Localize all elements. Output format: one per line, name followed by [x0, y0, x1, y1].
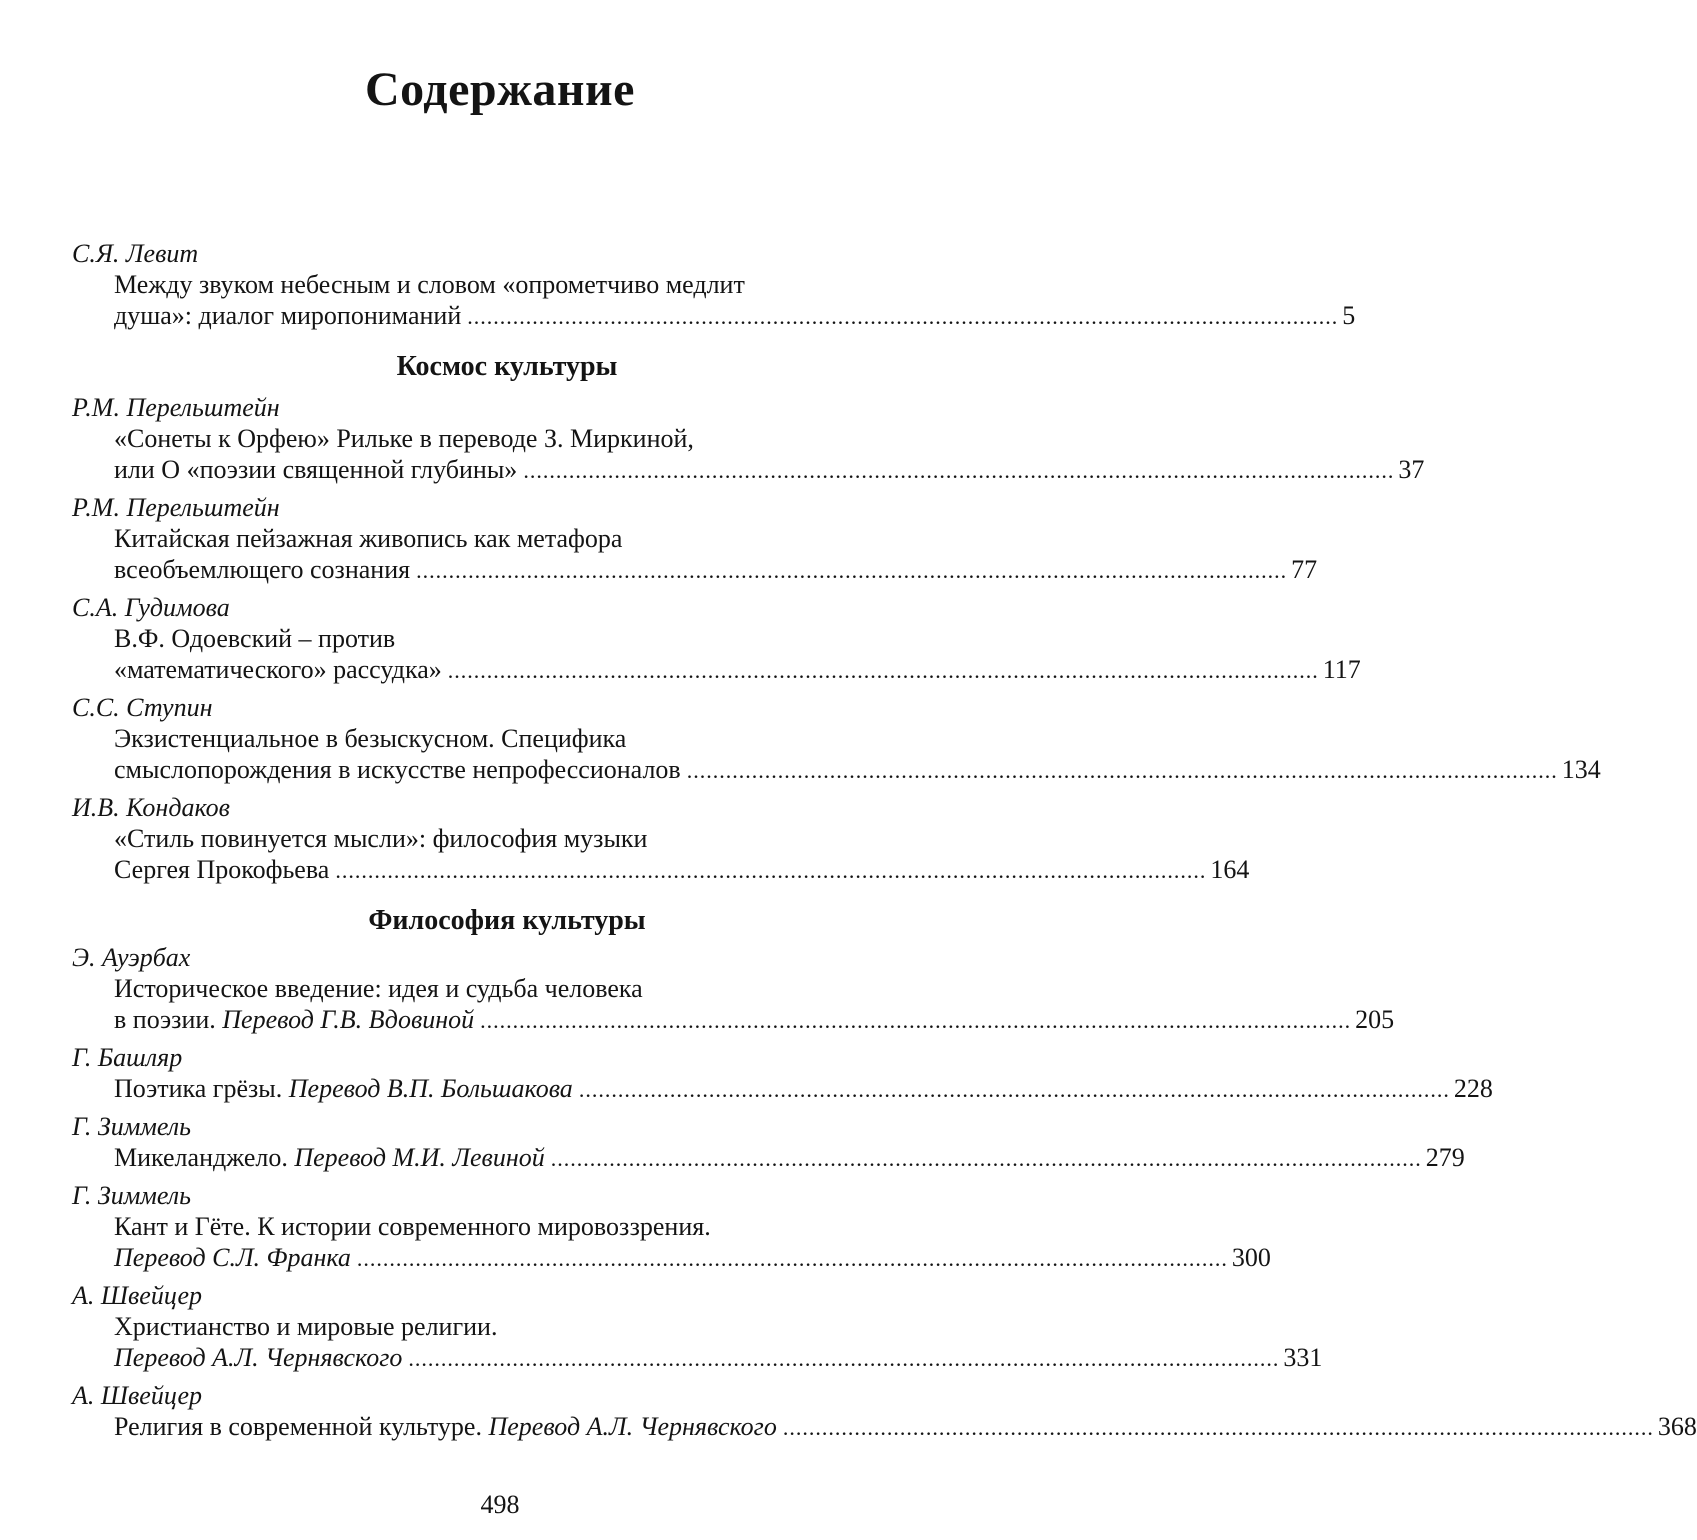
entry-author: С.А. Гудимова: [72, 593, 230, 622]
entry-title-line: или О «поэзии священной глубины»: [114, 455, 518, 484]
entry-author: Г. Зиммель: [72, 1181, 191, 1210]
entry-title-text: Религия в современной культуре.: [114, 1412, 482, 1441]
entry-title-text: Поэтика грёзы.: [114, 1074, 283, 1103]
entry-author: Р.М. Перельштейн: [72, 393, 280, 422]
entry-title-last-line: [72, 1242, 1271, 1274]
leader-dots: ......................................................................................................................................: [416, 558, 1288, 583]
entry-page-number: 37: [1398, 455, 1425, 484]
entry-translator: Перевод С.Л. Франка: [114, 1243, 351, 1272]
leader-dots: ......................................................................................................................................: [578, 1077, 1450, 1102]
entry-title-line: Историческое введение: идея и судьба человека: [114, 974, 643, 1003]
entry-title-line: В.Ф. Одоевский – против: [114, 624, 396, 653]
entry-page-number: 117: [1322, 655, 1361, 684]
entry-title-line: Китайская пейзажная живопись как метафора: [114, 524, 623, 553]
entry-title-line: смыслопорождения в искусстве непрофессионалов: [114, 755, 681, 784]
leader-dots: ......................................................................................................................................: [467, 304, 1339, 329]
section-heading: Философия культуры: [368, 905, 646, 936]
entry-page-number: 300: [1231, 1243, 1271, 1272]
entry-title-line: [114, 1142, 545, 1173]
entry-title-last-line: [72, 854, 1250, 886]
toc-entry: [72, 592, 1361, 686]
toc-entry: [72, 492, 1318, 586]
entry-title-line: [114, 1073, 573, 1104]
page-title: Содержание: [365, 63, 635, 116]
entry-title-line: Экзистенциальное в безыскусном. Специфика: [114, 724, 627, 753]
entry-page-number: 164: [1210, 855, 1250, 884]
entry-title-line: [114, 1411, 777, 1442]
entry-title-last-line: [72, 654, 1361, 686]
entry-page-number: 331: [1283, 1343, 1323, 1372]
entry-page-number: 5: [1342, 301, 1356, 330]
entry-title-line: Христианство и мировые религии.: [114, 1312, 498, 1341]
toc-entry: [72, 1042, 1493, 1105]
entry-title-last-line: [72, 1004, 1395, 1036]
leader-dots: ......................................................................................................................................: [447, 658, 1319, 683]
entry-title-line: «математического» рассудка»: [114, 655, 442, 684]
entry-author: И.В. Кондаков: [72, 793, 230, 822]
entry-author: С.С. Ступин: [72, 693, 213, 722]
entry-author: Э. Ауэрбах: [72, 943, 191, 972]
entry-page-number: 368: [1657, 1412, 1697, 1441]
entry-author: Р.М. Перельштейн: [72, 493, 280, 522]
entry-title-line: душа»: диалог миропониманий: [114, 301, 462, 330]
entry-page-number: 77: [1291, 555, 1318, 584]
entry-translator: Перевод А.Л. Чернявского: [114, 1343, 403, 1372]
entry-title-last-line: [72, 1411, 1697, 1443]
toc-entry: [72, 1380, 1697, 1443]
entry-title-last-line: [72, 300, 1356, 332]
toc-entry: [72, 238, 1356, 332]
entry-page-number: 205: [1355, 1005, 1395, 1034]
entry-author: А. Швейцер: [72, 1281, 203, 1310]
toc-entry: [72, 392, 1425, 486]
entry-author: Г. Зиммель: [72, 1112, 191, 1141]
leader-dots: ......................................................................................................................................: [686, 758, 1558, 783]
leader-dots: ......................................................................................................................................: [408, 1346, 1280, 1371]
entry-title-text: в поэзии.: [114, 1005, 216, 1034]
entry-title-last-line: [72, 1342, 1323, 1374]
entry-translator: Перевод А.Л. Чернявского: [488, 1412, 777, 1441]
entry-author: А. Швейцер: [72, 1381, 203, 1410]
toc-entry: [72, 1180, 1271, 1274]
entry-title-last-line: [72, 454, 1425, 486]
entry-page-number: 279: [1425, 1143, 1465, 1172]
leader-dots: ......................................................................................................................................: [335, 858, 1207, 883]
entry-page-number: 134: [1561, 755, 1601, 784]
leader-dots: ......................................................................................................................................: [356, 1246, 1228, 1271]
leader-dots: ......................................................................................................................................: [550, 1146, 1422, 1171]
entry-title-text: Микеланджело.: [114, 1143, 288, 1172]
entry-title-line: Сергея Прокофьева: [114, 855, 330, 884]
entry-title-line: «Сонеты к Орфею» Рильке в переводе З. Миркиной,: [114, 424, 694, 453]
entry-title-last-line: [72, 554, 1318, 586]
page-number: 498: [480, 1490, 520, 1519]
section-heading: Космос культуры: [396, 351, 618, 382]
toc-entry: [72, 692, 1601, 786]
entry-title-last-line: [72, 754, 1601, 786]
entry-author: С.Я. Левит: [72, 239, 199, 268]
toc-entry: [72, 792, 1250, 886]
entry-title-last-line: [72, 1073, 1493, 1105]
entry-author: Г. Башляр: [72, 1043, 183, 1072]
leader-dots: ......................................................................................................................................: [480, 1008, 1352, 1033]
entry-translator: Перевод М.И. Левиной: [294, 1143, 545, 1172]
entry-title-line: всеобъемлющего сознания: [114, 555, 411, 584]
table-of-contents: [72, 238, 1697, 1443]
toc-entry: [72, 1111, 1465, 1174]
toc-entry: [72, 1280, 1323, 1374]
entry-title-line: Кант и Гёте. К истории современного мировоззрения.: [114, 1212, 711, 1241]
entry-title-line: «Стиль повинуется мысли»: философия музыки: [114, 824, 648, 853]
entry-title-line: [114, 1004, 474, 1035]
entry-title-line: Между звуком небесным и словом «опрометчиво медлит: [114, 270, 745, 299]
entry-page-number: 228: [1453, 1074, 1493, 1103]
leader-dots: ......................................................................................................................................: [523, 458, 1395, 483]
entry-title-last-line: [72, 1142, 1465, 1174]
entry-translator: Перевод В.П. Большакова: [288, 1074, 573, 1103]
toc-entry: [72, 942, 1395, 1036]
leader-dots: ......................................................................................................................................: [782, 1415, 1654, 1440]
entry-translator: Перевод Г.В. Вдовиной: [222, 1005, 475, 1034]
